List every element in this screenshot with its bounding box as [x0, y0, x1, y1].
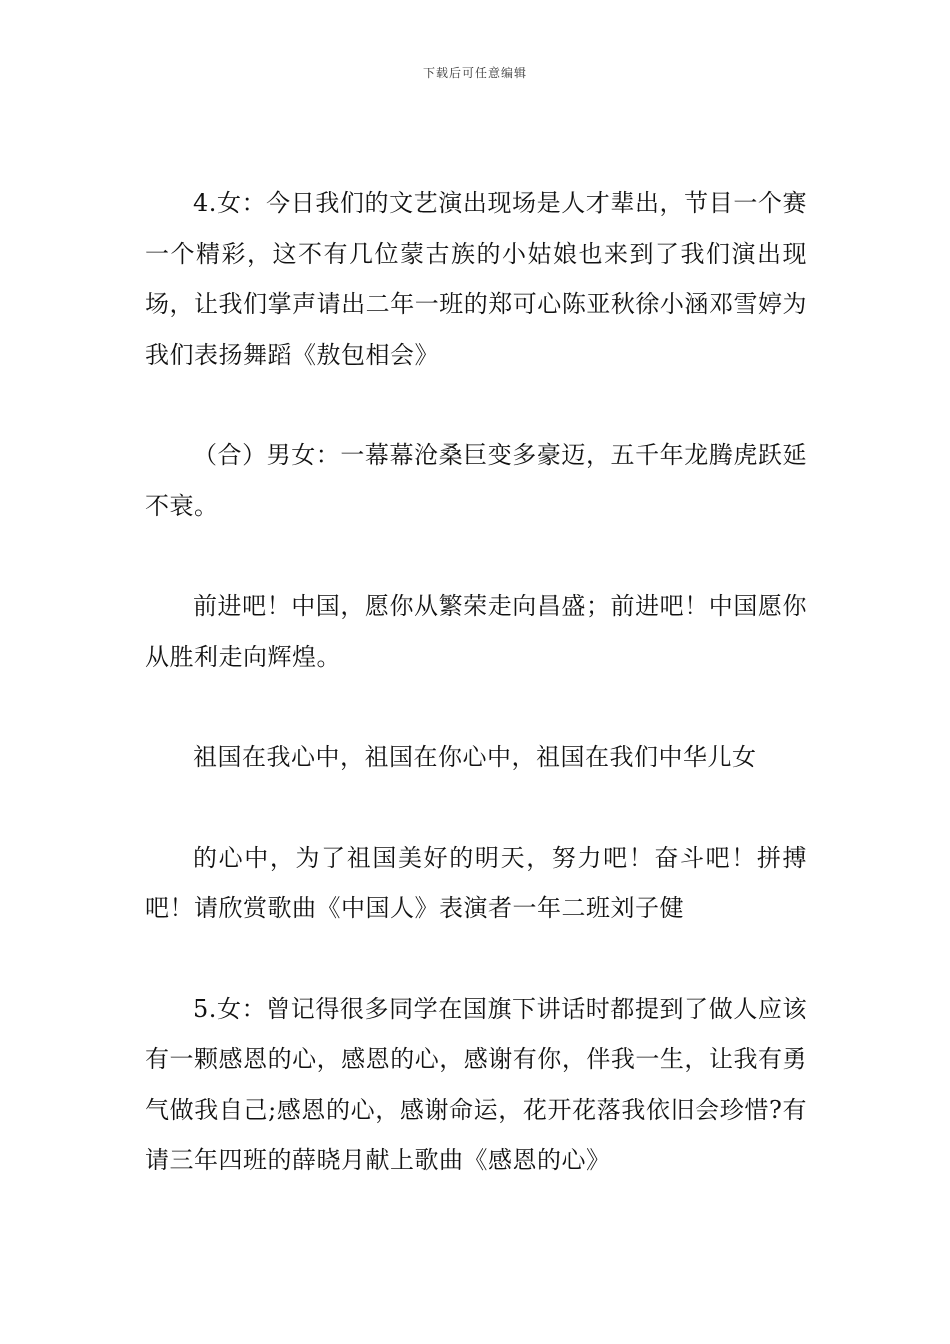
document-body [145, 178, 807, 1186]
paragraph-2: （合）男女：一幕幕沧桑巨变多豪迈，五千年龙腾虎跃延不衰。 [145, 441, 807, 520]
paragraph-5: 的心中，为了祖国美好的明天，努力吧！奋斗吧！拼搏吧！请欣赏歌曲《中国人》表演者一年二班刘子健 [145, 843, 807, 922]
paragraph-6: 5.女：曾记得很多同学在国旗下讲话时都提到了做人应该有一颗感恩的心，感恩的心，感谢有你，伴我一生，让我有勇气做我自己;感恩的心，感谢命运，花开花落我依旧会珍惜?有请三年四班的薛晓月献上歌曲《感恩的心》 [145, 994, 807, 1174]
paragraph-1: 4.女：今日我们的文艺演出现场是人才辈出，节目一个赛一个精彩，这不有几位蒙古族的小姑娘也来到了我们演出现场，让我们掌声请出二年一班的郑可心陈亚秋徐小涵邓雪婷为我们表扬舞蹈《敖包相会》 [145, 189, 807, 369]
paragraph-3: 前进吧！中国，愿你从繁荣走向昌盛；前进吧！中国愿你从胜利走向辉煌。 [145, 592, 807, 671]
page-header: 下载后可任意编辑 [422, 66, 527, 80]
paragraph-4: 祖国在我心中，祖国在你心中，祖国在我们中华儿女 [193, 743, 757, 771]
